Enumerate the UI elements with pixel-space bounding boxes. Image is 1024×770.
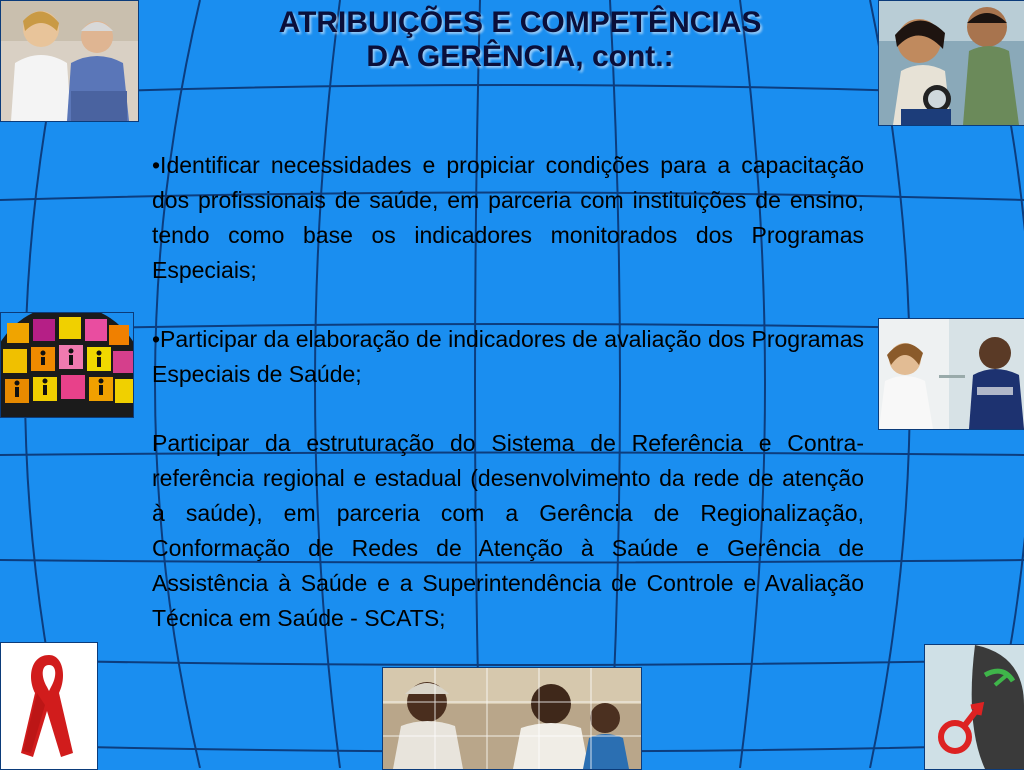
paragraph-capacitacao: •Identificar necessidades e propiciar condições para a capacitação dos profissionais de saúde, em parceria com instituições de ensino, tendo como base os indicadores monitorados dos Programas Especiais; <box>152 152 864 283</box>
paragraph-indicadores: •Participar da elaboração de indicadores de avaliação dos Programas Especiais de Saúde; <box>152 326 864 387</box>
accessibility-symbols-globe <box>0 312 134 418</box>
family-mosaic-photo <box>382 667 642 770</box>
child-blood-pressure-photo <box>878 0 1024 126</box>
slide-title-line-1: ATRIBUIÇÕES E COMPETÊNCIAS <box>278 6 762 39</box>
paragraph-referencia: Participar da estruturação do Sistema de Referência e Contra-referência regional e estadual (desenvolvimento da rede de atenção à saúde), em parceria com a Gerência de Regionalização, Conformação de Redes de Atenção à Saúde e Gerência de Assistência à Saúde e a Superintendência de Controle e Avaliação Técnica em Saúde - SCATS; <box>152 430 864 631</box>
slide-title <box>150 6 890 74</box>
gender-symbols-photo <box>924 644 1024 770</box>
red-ribbon <box>0 642 98 770</box>
elderly-care-photo <box>0 0 139 122</box>
slide-title-line-2: DA GERÊNCIA, cont.: <box>366 40 674 73</box>
vaccination-photo <box>878 318 1024 430</box>
slide-body <box>152 148 864 636</box>
